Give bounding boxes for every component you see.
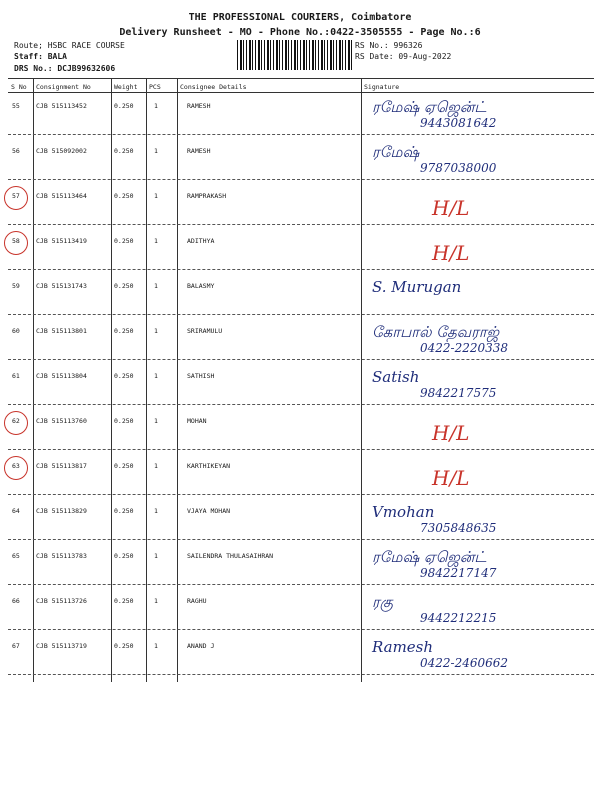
signature-phone: 0422-2220338 <box>420 341 509 355</box>
row-consignee-name: RAMPRAKASH <box>187 192 227 200</box>
row-weight: 0.250 <box>114 327 134 335</box>
barcode-image <box>237 40 352 70</box>
route-label: Route; HSBC RACE COURSE <box>14 41 125 50</box>
row-sno: 60 <box>12 327 20 335</box>
signature-handwriting: Vmohan <box>372 503 435 521</box>
row-separator <box>8 539 594 540</box>
row-pcs: 1 <box>154 417 158 425</box>
rs-number: RS No.: 996326 <box>355 41 423 50</box>
row-sno: 59 <box>12 282 20 290</box>
signature-handwriting: ரமேஷ் ஏஜென்ட் <box>372 548 487 566</box>
row-sno: 61 <box>12 372 20 380</box>
row-separator <box>8 224 594 225</box>
row-weight: 0.250 <box>114 237 134 245</box>
row-weight: 0.250 <box>114 282 134 290</box>
column-divider <box>361 78 362 682</box>
row-consignee-name: BALASMY <box>187 282 215 290</box>
hl-mark: H/L <box>432 466 470 490</box>
row-consignee-name: RAMESH <box>187 102 211 110</box>
row-consignee-name: MOHAN <box>187 417 207 425</box>
row-separator <box>8 584 594 585</box>
row-number-circle <box>4 456 28 480</box>
signature-phone: 9842217575 <box>420 386 497 400</box>
signature-phone: 7305848635 <box>420 521 497 535</box>
col-header-consignment: Consignment No <box>36 83 91 91</box>
row-separator <box>8 629 594 630</box>
hl-mark: H/L <box>432 241 470 265</box>
row-consignee-name: SAILENDRA THULASAIHRAN <box>187 552 274 560</box>
row-sno: 58 <box>12 237 20 245</box>
row-number-circle <box>4 231 28 255</box>
signature-handwriting: கோபால் தேவராஜ் <box>372 323 500 341</box>
hl-mark: H/L <box>432 421 470 445</box>
row-separator <box>8 134 594 135</box>
row-separator <box>8 314 594 315</box>
col-header-pcs: PCS <box>149 83 161 91</box>
col-header-consignee: Consignee Details <box>180 83 247 91</box>
signature-handwriting: Ramesh <box>372 638 434 656</box>
column-divider <box>33 78 34 682</box>
row-sno: 67 <box>12 642 20 650</box>
row-consignment-no: CJB 515113419 <box>36 237 87 245</box>
column-divider <box>146 78 147 682</box>
signature-phone: 9842217147 <box>420 566 497 580</box>
staff-label: Staff: BALA <box>14 52 67 61</box>
row-separator <box>8 494 594 495</box>
row-weight: 0.250 <box>114 552 134 560</box>
row-consignment-no: CJB 515113817 <box>36 462 87 470</box>
row-separator <box>8 359 594 360</box>
signature-handwriting: S. Murugan <box>372 278 462 296</box>
row-weight: 0.250 <box>114 642 134 650</box>
header-bottom-rule <box>8 92 594 93</box>
row-weight: 0.250 <box>114 417 134 425</box>
row-consignee-name: ANAND J <box>187 642 215 650</box>
row-pcs: 1 <box>154 552 158 560</box>
row-separator <box>8 404 594 405</box>
row-consignee-name: VJAYA MOHAN <box>187 507 231 515</box>
signature-phone: 9442212215 <box>420 611 497 625</box>
column-divider <box>111 78 112 682</box>
row-pcs: 1 <box>154 147 158 155</box>
row-pcs: 1 <box>154 282 158 290</box>
row-consignee-name: ADITHYA <box>187 237 215 245</box>
row-sno: 65 <box>12 552 20 560</box>
row-sno: 56 <box>12 147 20 155</box>
row-weight: 0.250 <box>114 507 134 515</box>
row-separator <box>8 449 594 450</box>
header-top-rule <box>8 78 594 79</box>
col-header-signature: Signature <box>364 83 400 91</box>
col-header-sno: S No <box>11 83 27 91</box>
row-weight: 0.250 <box>114 462 134 470</box>
row-number-circle <box>4 186 28 210</box>
row-consignment-no: CJB 515131743 <box>36 282 87 290</box>
row-sno: 57 <box>12 192 20 200</box>
row-pcs: 1 <box>154 642 158 650</box>
row-sno: 62 <box>12 417 20 425</box>
signature-handwriting: ரமேஷ் ஏஜென்ட் <box>372 98 487 116</box>
row-consignment-no: CJB 515113829 <box>36 507 87 515</box>
signature-phone: 9787038000 <box>420 161 497 175</box>
company-title: THE PROFESSIONAL COURIERS, Coimbatore <box>188 12 412 23</box>
row-consignee-name: SATHISH <box>187 372 215 380</box>
hl-mark: H/L <box>432 196 470 220</box>
row-separator <box>8 179 594 180</box>
row-pcs: 1 <box>154 372 158 380</box>
row-consignment-no: CJB 515113783 <box>36 552 87 560</box>
row-weight: 0.250 <box>114 372 134 380</box>
row-sno: 66 <box>12 597 20 605</box>
row-consignment-no: CJB 515113804 <box>36 372 87 380</box>
row-consignment-no: CJB 515113464 <box>36 192 87 200</box>
row-sno: 64 <box>12 507 20 515</box>
row-consignment-no: CJB 515113760 <box>36 417 87 425</box>
row-consignment-no: CJB 515113719 <box>36 642 87 650</box>
row-weight: 0.250 <box>114 192 134 200</box>
row-sno: 63 <box>12 462 20 470</box>
runsheet-subtitle: Delivery Runsheet - MO - Phone No.:0422-3505555 - Page No.:6 <box>119 27 481 38</box>
row-consignee-name: KARTHIKEYAN <box>187 462 231 470</box>
row-separator <box>8 269 594 270</box>
signature-handwriting: ரமேஷ் <box>372 143 420 161</box>
row-sno: 55 <box>12 102 20 110</box>
signature-handwriting: ரகு <box>372 593 393 611</box>
row-consignee-name: SRIRAMULU <box>187 327 223 335</box>
row-weight: 0.250 <box>114 597 134 605</box>
row-consignee-name: RAMESH <box>187 147 211 155</box>
row-consignment-no: CJB 515113801 <box>36 327 87 335</box>
row-pcs: 1 <box>154 102 158 110</box>
signature-phone: 0422-2460662 <box>420 656 509 670</box>
row-pcs: 1 <box>154 327 158 335</box>
row-pcs: 1 <box>154 507 158 515</box>
row-consignment-no: CJB 515113452 <box>36 102 87 110</box>
signature-handwriting: Satish <box>372 368 420 386</box>
row-pcs: 1 <box>154 237 158 245</box>
row-consignment-no: CJB 515113726 <box>36 597 87 605</box>
col-header-weight: Weight <box>114 83 138 91</box>
row-pcs: 1 <box>154 462 158 470</box>
row-separator <box>8 674 594 675</box>
row-pcs: 1 <box>154 192 158 200</box>
signature-phone: 9443081642 <box>420 116 497 130</box>
row-weight: 0.250 <box>114 102 134 110</box>
rs-date: RS Date: 09-Aug-2022 <box>355 52 452 61</box>
row-consignee-name: RAGHU <box>187 597 207 605</box>
row-pcs: 1 <box>154 597 158 605</box>
column-divider <box>177 78 178 682</box>
row-consignment-no: CJB 515092002 <box>36 147 87 155</box>
row-number-circle <box>4 411 28 435</box>
drs-number: DRS No.: DCJB99632606 <box>14 64 116 73</box>
row-weight: 0.250 <box>114 147 134 155</box>
